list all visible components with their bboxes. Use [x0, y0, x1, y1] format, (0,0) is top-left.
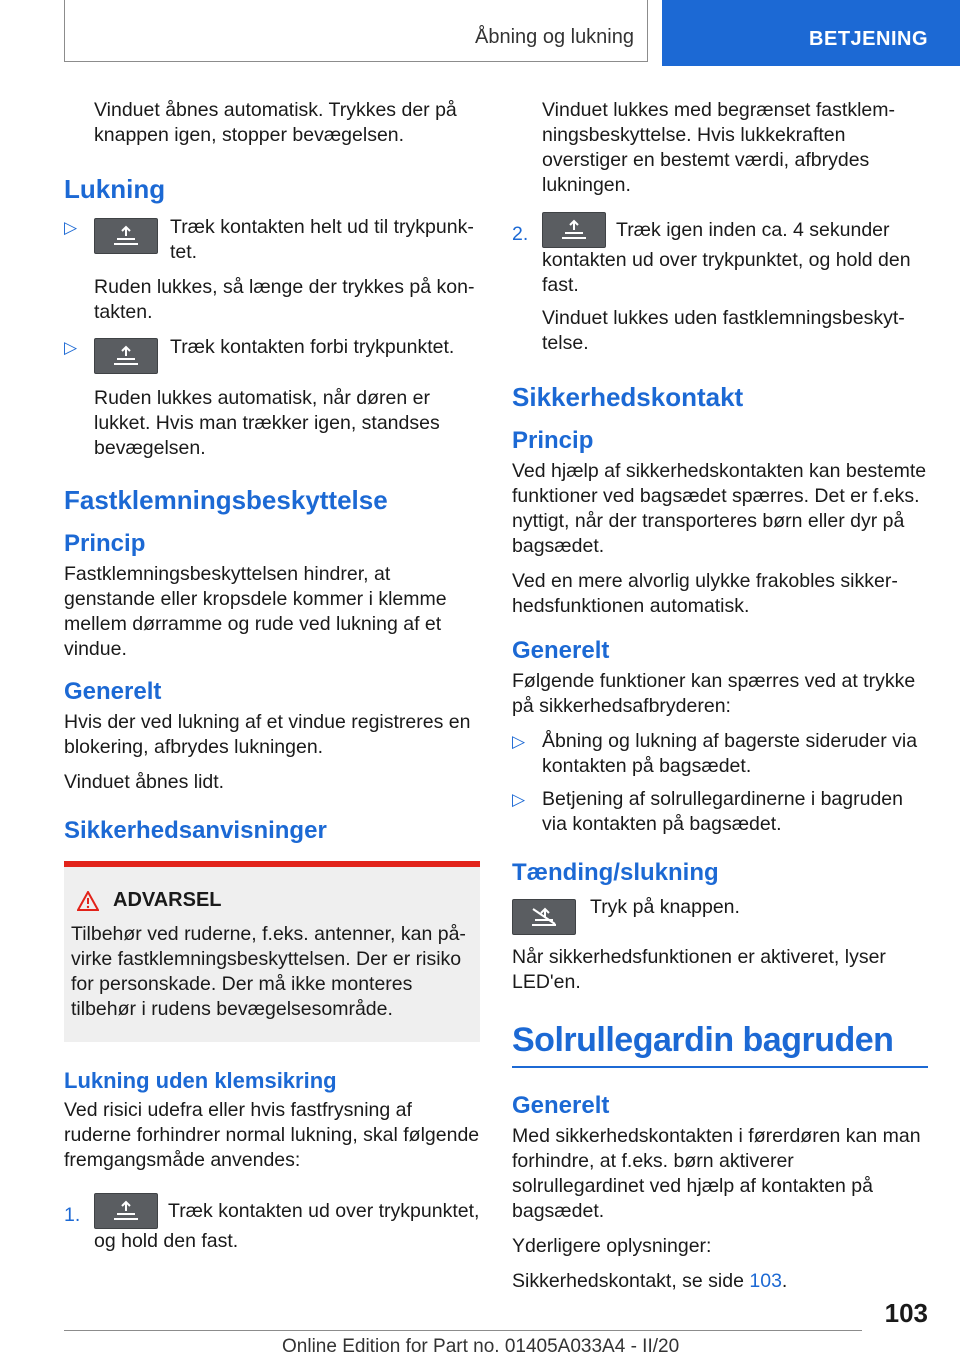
window-switch-icon [94, 1193, 158, 1229]
step-item [64, 1195, 480, 1254]
paragraph: Sikkerhedskontakt, se side 103. [512, 1270, 788, 1292]
warning-title: ADVARSEL [71, 889, 472, 912]
step-text: Træk igen inden ca. 4 sekunder kontakten ud over trykpunktet, og hold den fast. [542, 214, 928, 298]
heading-lukning-uden-klemsikring: Lukning uden klemsikring [64, 1068, 337, 1093]
bullet-marker: ▷ [512, 732, 526, 751]
paragraph: Tryk på knappen. Når sikkerhedsfunktionen er aktiveret, lyser LED'en. [512, 896, 886, 993]
header-chapter-label: BETJENING [809, 28, 928, 50]
page-reference-link[interactable]: 103 [749, 1270, 782, 1292]
list-item [512, 729, 928, 779]
window-switch-icon [542, 212, 606, 248]
paragraph: Ved en mere alvorlig ulykke frakobles sikkerhedsfunktionen automatisk. [512, 570, 898, 617]
heading-sikkerhedsanvisninger: Sikkerhedsanvisninger [64, 817, 327, 844]
heading-lukning: Lukning [64, 174, 166, 204]
list-item [64, 215, 480, 325]
list-item [64, 335, 480, 461]
list-item-text: Åbning og lukning af bagerste sideruder via kontakten på bagsædet. [542, 730, 918, 777]
paragraph: Vinduet lukkes med begrænset fastklemningsbeskyttelse. Hvis lukkekraften overstiger en bestemt værdi, afbrydes lukningen. [542, 99, 895, 196]
bullet-marker: ▷ [64, 218, 78, 237]
list-item-text: Træk kontakten forbi trykpunktet. Ruden lukkes automatisk, når døren er lukket. Hvis man trækker igen, standses bevægelsen. [94, 336, 455, 459]
heading-fastklemning: Fastklemningsbeskyttelse [64, 485, 388, 515]
bullet-marker: ▷ [64, 338, 78, 357]
paragraph: Ved risici udefra eller hvis fastfrysning af ruderne forhindrer normal lukning, skal følgende fremgangsmåde anvendes: [64, 1099, 480, 1171]
page-header [0, 0, 960, 66]
paragraph: Vinduet lukkes uden fastklemningsbeskyttelse. [542, 307, 905, 354]
paragraph: Fastklemningsbeskyttelsen hindrer, at genstande eller kropsdele kommer i klemme mellem dørramme og rude ved lukning af et vindue. [64, 563, 447, 660]
right-column [512, 98, 928, 1294]
paragraph: Følgende funktioner kan spærres ved at trykke på sikkerhedsafbryderen: [512, 670, 916, 717]
header-chapter-tab [662, 0, 960, 66]
header-section-title: Åbning og lukning [474, 26, 634, 48]
list-item-sub: Ruden lukkes, så længe der trykkes på kontakten. [94, 276, 475, 323]
warning-triangle-icon [77, 891, 99, 911]
child-lock-switch-icon [512, 899, 576, 935]
list-item [512, 787, 928, 837]
step-number: 1. [64, 1204, 81, 1226]
heading-princip: Princip [512, 427, 594, 454]
paragraph: Hvis der ved lukning af et vindue registreres en blokering, afbrydes lukningen. [64, 711, 471, 758]
paragraph: Med sikkerhedskontakten i førerdøren kan man forhindre, at f.eks. børn aktiverer solrullegardinet ved hjælp af kontakten på bagsædet. [512, 1125, 921, 1222]
paragraph: Ved hjælp af sikkerhedskontakten kan bestemte funktioner ved bagsædet spærres. Det er f.eks. nyttigt, når der transporteres børn eller dyr på bagsædet. [512, 460, 927, 557]
warning-box [64, 861, 480, 1042]
left-column [64, 98, 480, 1254]
paragraph: Vinduet åbnes automatisk. Trykkes der på knappen igen, stopper bevægelsen. [94, 99, 457, 146]
paragraph: Vinduet åbnes lidt. [64, 771, 225, 793]
heading-generelt: Generelt [512, 637, 610, 664]
heading-taending-slukning: Tænding/slukning [512, 859, 719, 886]
step-number: 2. [512, 223, 529, 245]
step-text: Træk kontakten ud over trykpunktet, og hold den fast. [94, 1195, 480, 1254]
step-item [512, 214, 928, 298]
window-switch-icon [94, 338, 158, 374]
warning-text: Tilbehør ved ruderne, f.eks. antenner, kan påvirke fastklemningsbeskyttelsen. Der er risiko for personskade. Der må ikke monteres tilbehør i rudens bevægelsesområde. [71, 923, 466, 1020]
bullet-marker: ▷ [512, 790, 526, 809]
section-divider [512, 1066, 928, 1068]
paragraph: Yderligere oplysninger: [512, 1235, 712, 1257]
heading-generelt: Generelt [64, 678, 162, 705]
footer-edition: Online Edition for Part no. 01405A033A4 - II/20 [282, 1336, 680, 1357]
footer-divider [64, 1330, 862, 1331]
heading-solrullegardin-bagruden: Solrullegardin bagruden [512, 1021, 894, 1059]
window-switch-icon [94, 218, 158, 254]
list-item-text: Træk kontakten helt ud til trykpunktet. [94, 215, 480, 265]
list-item-text: Betjening af solrullegardinerne i bagruden via kontakten på bagsædet. [542, 788, 903, 835]
heading-generelt: Generelt [512, 1092, 610, 1119]
page-number: 103 [884, 1298, 928, 1328]
heading-princip: Princip [64, 530, 146, 557]
heading-sikkerhedskontakt: Sikkerhedskontakt [512, 382, 744, 412]
